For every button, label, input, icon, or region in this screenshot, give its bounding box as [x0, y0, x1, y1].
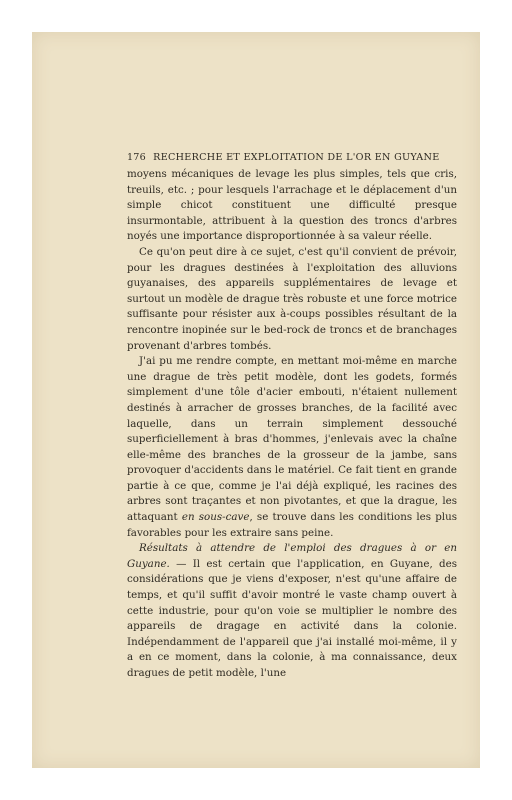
page-number: 176 — [127, 152, 146, 163]
paragraph — [127, 541, 457, 681]
page-content — [127, 151, 457, 682]
text-run: , se trouve dans les conditions les plus favorables pour les extraire sans peine. — [127, 511, 457, 539]
text-run: J'ai pu me rendre compte, en mettant moi-même en marche une drague de très petit modèle, dont les godets, formés simplement d'une tôle d'acier embouti, n'étaient nullement destinés à arracher de grosses branches, de la facilité avec laquelle, dans un terrain simplement dessouché superficiellement à bras d'hommes, j'enlevais avec la chaîne elle-même des branches de la grosseur de la jambe, sans provoquer d'accidents dans le matériel. Ce fait tient en grande partie à ce que, comme je l'ai déjà expliqué, les racines des arbres sont traçantes et non pivotantes, et que la drague, les attaquant — [127, 355, 457, 524]
paragraph — [127, 354, 457, 541]
text-run: moyens mécaniques de levage les plus simples, tels que cris, treuils, etc. ; pour lesquels l'arrachage et le déplacement d'un simple chicot constituent une difficulté presque insurmontable, attribuent à la question des troncs d'arbres noyés une importance disproportionnée à sa valeur réelle. — [127, 168, 457, 243]
text-run: Ce qu'on peut dire à ce sujet, c'est qu'il convient de prévoir, pour les dragues destinées à l'exploitation des alluvions guyanaises, des appareils supplémentaires de levage et surtout un modèle de drague très robuste et une force motrice suffisante pour résister aux à-coups possibles résultant de la rencontre inopinée sur le bed-rock de troncs et de branchages provenant d'arbres tombés. — [127, 245, 457, 352]
running-header — [127, 151, 457, 167]
text-run: — Il est certain que l'application, en Guyane, des considérations que je viens d'exposer, n'est qu'une affaire de temps, et qu'il suffit d'avoir montré le vaste champ ouvert à cette industrie, pour qu'on voie se multiplier le nombre des appareils de dragage en activité dans la colonie. Indépendamment de l'appareil que j'ai installé moi-même, il y a en ce moment, dans la colonie, à ma connaissance, deux dragues de petit modèle, l'une — [127, 557, 457, 679]
running-title: RECHERCHE ET EXPLOITATION DE L'OR EN GUYANE — [153, 152, 440, 163]
book-page — [32, 32, 480, 768]
section-heading-italic: Résultats à attendre de l'emploi des dragues à or en Guyane. — [127, 542, 457, 570]
paragraph — [127, 245, 457, 354]
paragraph — [127, 167, 457, 245]
body-text — [127, 167, 457, 682]
italic-run: en sous-cave — [181, 511, 250, 524]
